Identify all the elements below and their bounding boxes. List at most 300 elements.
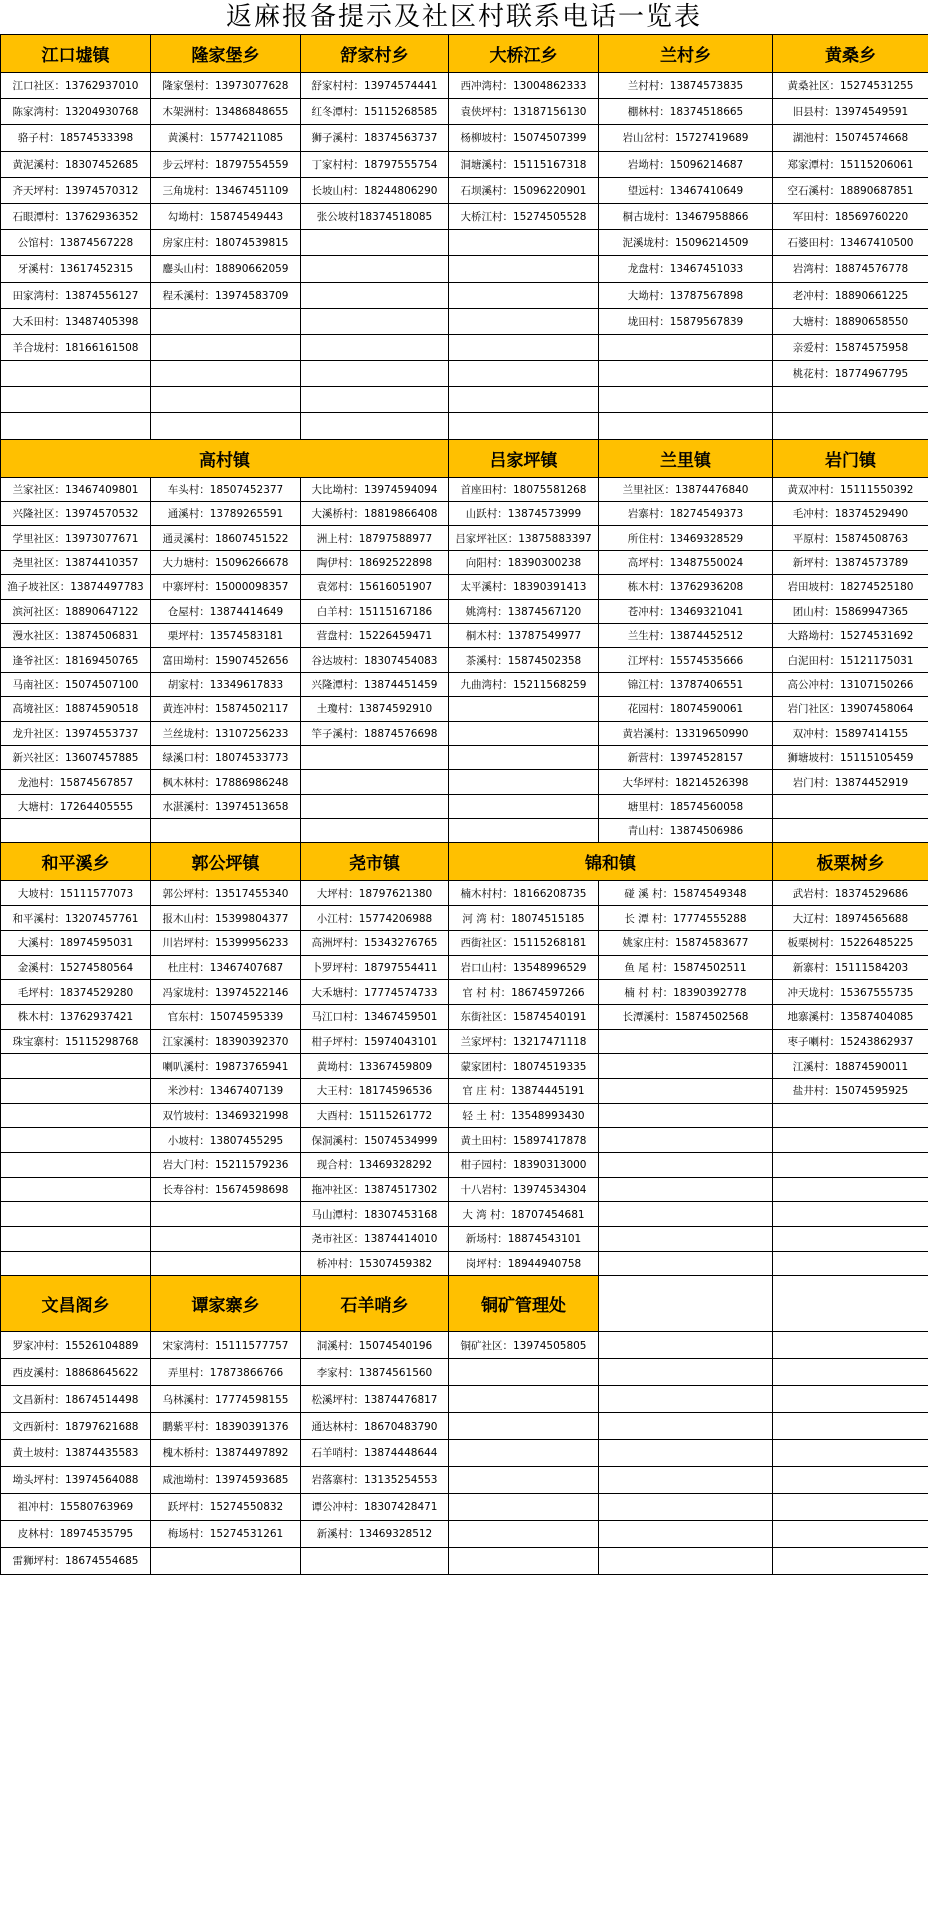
village-contact: 江溪村：18874590011 [773, 1054, 928, 1079]
empty-cell [773, 1547, 928, 1574]
village-contact: 保洞溪村：15074534999 [301, 1128, 449, 1153]
village-contact: 楠 村 村：18390392778 [599, 980, 773, 1005]
village-contact: 塘里村：18574560058 [599, 794, 773, 818]
village-contact: 望远村：13467410649 [599, 177, 773, 203]
township-header: 谭家寨乡 [151, 1276, 301, 1332]
village-contact: 龙盘村：13467451033 [599, 256, 773, 282]
empty-header-cell [773, 1276, 928, 1332]
empty-cell [449, 334, 599, 360]
empty-cell [449, 721, 599, 745]
village-contact: 鏖头山村：18890662059 [151, 256, 301, 282]
empty-cell [599, 413, 773, 439]
village-contact: 岩湾村：18874576778 [773, 256, 928, 282]
village-contact: 大塘村：18890658550 [773, 308, 928, 334]
village-contact: 首座田村：18075581268 [449, 477, 599, 501]
empty-cell [449, 697, 599, 721]
village-contact: 洲上村：18797588977 [301, 526, 449, 550]
village-contact: 山跃村：13874573999 [449, 502, 599, 526]
village-contact: 洞溪村：15074540196 [301, 1332, 449, 1359]
empty-cell [301, 794, 449, 818]
village-contact: 皮林村：18974535795 [1, 1520, 151, 1547]
empty-cell [599, 1029, 773, 1054]
village-contact: 卜罗坪村：18797554411 [301, 955, 449, 980]
village-contact: 中寨坪村：15000098357 [151, 575, 301, 599]
village-contact: 通溪村：13789265591 [151, 502, 301, 526]
table-row [1, 1359, 928, 1386]
village-contact: 胡家村：13349617833 [151, 672, 301, 696]
village-contact: 青山村：13874506986 [599, 819, 773, 843]
empty-cell [599, 1466, 773, 1493]
table-row [1, 1332, 928, 1359]
section-header-row [1, 35, 928, 73]
empty-cell [1, 1054, 151, 1079]
village-contact: 九曲湾村：15211568259 [449, 672, 599, 696]
village-contact: 学里社区：13973077671 [1, 526, 151, 550]
village-contact: 毛冲村：18374529490 [773, 502, 928, 526]
village-contact: 楠木村村：18166208735 [449, 881, 599, 906]
village-contact: 跃坪村：15274550832 [151, 1493, 301, 1520]
empty-cell [1, 1153, 151, 1178]
table-row [1, 1386, 928, 1413]
empty-cell [301, 308, 449, 334]
table-row [1, 99, 928, 125]
table-row [1, 623, 928, 647]
village-contact: 李家村：13874561560 [301, 1359, 449, 1386]
village-contact: 岩山岔村：15727419689 [599, 125, 773, 151]
village-contact: 大 湾 村：18707454681 [449, 1202, 599, 1227]
empty-cell [773, 1359, 928, 1386]
village-contact: 兰里社区：13874476840 [599, 477, 773, 501]
empty-cell [599, 1386, 773, 1413]
empty-cell [1, 361, 151, 387]
village-contact: 吕家坪社区：13875883397 [449, 526, 599, 550]
village-contact: 黄连冲村：15874502117 [151, 697, 301, 721]
village-contact: 土瓊村：13874592910 [301, 697, 449, 721]
village-contact: 松溪坪村：13874476817 [301, 1386, 449, 1413]
village-contact: 军田村：18569760220 [773, 203, 928, 229]
township-header: 文昌阁乡 [1, 1276, 151, 1332]
village-contact: 垅田村：15879567839 [599, 308, 773, 334]
village-contact: 郭公坪村：13517455340 [151, 881, 301, 906]
township-header: 隆家堡乡 [151, 35, 301, 73]
empty-cell [773, 1520, 928, 1547]
table-row [1, 1103, 928, 1128]
village-contact: 岩田坡村：18274525180 [773, 575, 928, 599]
empty-cell [599, 1440, 773, 1467]
village-contact: 大溪村：18974595031 [1, 930, 151, 955]
empty-cell [301, 1547, 449, 1574]
table-row [1, 1466, 928, 1493]
empty-cell [599, 1103, 773, 1128]
empty-cell [773, 413, 928, 439]
village-contact: 岩口山村：13548996529 [449, 955, 599, 980]
empty-cell [449, 308, 599, 334]
village-contact: 茶溪村：15874502358 [449, 648, 599, 672]
village-contact: 齐天坪村：13974570312 [1, 177, 151, 203]
village-contact: 滨河社区：18890647122 [1, 599, 151, 623]
village-contact: 兰丝垅村：13107256233 [151, 721, 301, 745]
table-row [1, 1202, 928, 1227]
village-contact: 平原村：15874508763 [773, 526, 928, 550]
village-contact: 骆子村：18574533398 [1, 125, 151, 151]
village-contact: 武岩村：18374529686 [773, 881, 928, 906]
empty-cell [449, 413, 599, 439]
village-contact: 黄土田村：15897417878 [449, 1128, 599, 1153]
township-header: 尧市镇 [301, 843, 449, 881]
village-contact: 岩大门村：15211579236 [151, 1153, 301, 1178]
empty-cell [449, 1359, 599, 1386]
village-contact: 柑子园村：18390313000 [449, 1153, 599, 1178]
empty-cell [301, 413, 449, 439]
empty-cell [599, 334, 773, 360]
village-contact: 大辽村：18974565688 [773, 906, 928, 931]
village-contact: 和平溪村：13207457761 [1, 906, 151, 931]
village-contact: 郑家潭村：15115206061 [773, 151, 928, 177]
village-contact: 高坪村：13487550024 [599, 550, 773, 574]
village-contact: 新兴社区：13607457885 [1, 745, 151, 769]
village-contact: 槐木桥村：13874497892 [151, 1440, 301, 1467]
table-row [1, 1227, 928, 1252]
section-header-row [1, 439, 928, 477]
empty-cell [449, 1440, 599, 1467]
village-contact: 新营村：13974528157 [599, 745, 773, 769]
table-row [1, 819, 928, 843]
village-contact: 冯家垅村：13974522146 [151, 980, 301, 1005]
empty-cell [449, 1466, 599, 1493]
township-header: 江口墟镇 [1, 35, 151, 73]
village-contact: 通达林村：18670483790 [301, 1413, 449, 1440]
village-contact: 兴隆潭村：13874451459 [301, 672, 449, 696]
empty-cell [449, 794, 599, 818]
empty-cell [449, 1493, 599, 1520]
village-contact: 舒家村村：13974574441 [301, 73, 449, 99]
village-contact: 大坪村：18797621380 [301, 881, 449, 906]
village-contact: 步云坪村：18797554559 [151, 151, 301, 177]
village-contact: 西街社区：15115268181 [449, 930, 599, 955]
village-contact: 祖冲村：15580763969 [1, 1493, 151, 1520]
empty-cell [773, 1153, 928, 1178]
village-contact: 老冲村：18890661225 [773, 282, 928, 308]
empty-cell [301, 361, 449, 387]
village-contact: 大坳村：13787567898 [599, 282, 773, 308]
village-contact: 东街社区：15874540191 [449, 1004, 599, 1029]
village-contact: 牙溪村：13617452315 [1, 256, 151, 282]
village-contact: 大王村：18174596536 [301, 1078, 449, 1103]
village-contact: 房家庄村：18074539815 [151, 230, 301, 256]
village-contact: 仓屋村：13874414649 [151, 599, 301, 623]
village-contact: 红冬潭村：15115268585 [301, 99, 449, 125]
village-contact: 文昌新村：18674514498 [1, 1386, 151, 1413]
township-header: 兰村乡 [599, 35, 773, 73]
village-contact: 羊合垅村：18166161508 [1, 334, 151, 360]
village-contact: 逢爷社区：18169450765 [1, 648, 151, 672]
village-contact: 空石溪村：18890687851 [773, 177, 928, 203]
village-contact: 水湛溪村：13974513658 [151, 794, 301, 818]
village-contact: 苍冲村：13469321041 [599, 599, 773, 623]
village-contact: 大坡村：15111577073 [1, 881, 151, 906]
village-contact: 黄桑社区：15274531255 [773, 73, 928, 99]
empty-cell [449, 819, 599, 843]
village-contact: 白泥田村：15121175031 [773, 648, 928, 672]
village-contact: 兴隆社区：13974570532 [1, 502, 151, 526]
empty-cell [449, 282, 599, 308]
empty-cell [773, 1177, 928, 1202]
village-contact: 米沙村：13467407139 [151, 1078, 301, 1103]
village-contact: 兰村村：13874573835 [599, 73, 773, 99]
empty-cell [773, 387, 928, 413]
village-contact: 梅场村：15274531261 [151, 1520, 301, 1547]
village-contact: 通灵溪村：18607451522 [151, 526, 301, 550]
village-contact: 金溪村：15274580564 [1, 955, 151, 980]
village-contact: 杨柳坡村：15074507399 [449, 125, 599, 151]
empty-cell [151, 361, 301, 387]
table-row [1, 334, 928, 360]
village-contact: 轻 土 村：13548993430 [449, 1103, 599, 1128]
empty-cell [301, 230, 449, 256]
village-contact: 鹏紫平村：18390391376 [151, 1413, 301, 1440]
table-row [1, 282, 928, 308]
village-contact: 罗家冲村：15526104889 [1, 1332, 151, 1359]
table-row [1, 1029, 928, 1054]
village-contact: 陶伊村：18692522898 [301, 550, 449, 574]
village-contact: 富田坳村：15907452656 [151, 648, 301, 672]
table-row [1, 1054, 928, 1079]
empty-cell [449, 230, 599, 256]
township-header: 石羊哨乡 [301, 1276, 449, 1332]
empty-cell [1, 1128, 151, 1153]
village-contact: 石羊哨村：13874448644 [301, 1440, 449, 1467]
village-contact: 盐井村：15074595925 [773, 1078, 928, 1103]
table-row [1, 151, 928, 177]
table-row [1, 203, 928, 229]
empty-cell [151, 1547, 301, 1574]
section-header-row [1, 1276, 928, 1332]
empty-cell [773, 1386, 928, 1413]
village-contact: 江家溪村：18390392370 [151, 1029, 301, 1054]
table-row [1, 177, 928, 203]
village-contact: 珠宝寨村：15115298768 [1, 1029, 151, 1054]
village-contact: 株木村：13762937421 [1, 1004, 151, 1029]
village-contact: 竿子溪村：18874576698 [301, 721, 449, 745]
village-contact: 所住村：13469328529 [599, 526, 773, 550]
village-contact: 石坝溪村：15096220901 [449, 177, 599, 203]
village-contact: 袁侠坪村：13187156130 [449, 99, 599, 125]
empty-cell [301, 387, 449, 413]
table-row [1, 1413, 928, 1440]
table-row [1, 125, 928, 151]
village-contact: 铜矿社区：13974505805 [449, 1332, 599, 1359]
village-contact: 尧里社区：13874410357 [1, 550, 151, 574]
village-contact: 亲爱村：15874575958 [773, 334, 928, 360]
village-contact: 雷狮坪村：18674554685 [1, 1547, 151, 1574]
empty-cell [449, 387, 599, 413]
village-contact: 勾坳村：15874549443 [151, 203, 301, 229]
table-row [1, 599, 928, 623]
empty-cell [773, 794, 928, 818]
township-header: 大桥江乡 [449, 35, 599, 73]
village-contact: 岩落寨村：13135254553 [301, 1466, 449, 1493]
empty-cell [1, 1177, 151, 1202]
village-contact: 黄双冲村：15111550392 [773, 477, 928, 501]
table-row [1, 1547, 928, 1574]
village-contact: 兰家社区：13467409801 [1, 477, 151, 501]
village-contact: 小坡村：13807455295 [151, 1128, 301, 1153]
village-contact: 张公坡村18374518085 [301, 203, 449, 229]
village-contact: 地寨溪村：13587404085 [773, 1004, 928, 1029]
village-contact: 高公冲村：13107150266 [773, 672, 928, 696]
village-contact: 新寨村：15111584203 [773, 955, 928, 980]
village-contact: 龙池村：15874567857 [1, 770, 151, 794]
village-contact: 枫木林村：17886986248 [151, 770, 301, 794]
village-contact: 大塘村：17264405555 [1, 794, 151, 818]
village-contact: 冲天垅村：15367555735 [773, 980, 928, 1005]
table-row [1, 906, 928, 931]
village-contact: 营盘村：15226459471 [301, 623, 449, 647]
table-row [1, 1153, 928, 1178]
empty-cell [599, 1078, 773, 1103]
village-contact: 枣子喇村：15243862937 [773, 1029, 928, 1054]
village-contact: 湖池村：15074574668 [773, 125, 928, 151]
table-row [1, 387, 928, 413]
village-contact: 桐古垅村：13467958866 [599, 203, 773, 229]
village-contact: 现合村：13469328292 [301, 1153, 449, 1178]
village-contact: 姚家庄村：15874583677 [599, 930, 773, 955]
village-contact: 弄里村：17873866766 [151, 1359, 301, 1386]
township-header: 高村镇 [1, 439, 449, 477]
empty-cell [1, 1103, 151, 1128]
empty-cell [301, 282, 449, 308]
table-row [1, 1251, 928, 1276]
village-contact: 洞塘溪村：15115167318 [449, 151, 599, 177]
village-contact: 狮子溪村：18374563737 [301, 125, 449, 151]
empty-cell [773, 1466, 928, 1493]
village-contact: 马南社区：15074507100 [1, 672, 151, 696]
empty-cell [301, 745, 449, 769]
table-row [1, 230, 928, 256]
empty-cell [301, 256, 449, 282]
village-contact: 田家湾村：13874556127 [1, 282, 151, 308]
table-row [1, 413, 928, 439]
table-row [1, 770, 928, 794]
empty-cell [773, 1413, 928, 1440]
village-contact: 马山潭村：18307453168 [301, 1202, 449, 1227]
village-contact: 车头村：18507452377 [151, 477, 301, 501]
township-header: 铜矿管理处 [449, 1276, 599, 1332]
table-row [1, 672, 928, 696]
village-contact: 陈家湾村：13204930768 [1, 99, 151, 125]
village-contact: 岩门村：13874452919 [773, 770, 928, 794]
empty-cell [599, 1332, 773, 1359]
empty-cell [151, 413, 301, 439]
table-row [1, 930, 928, 955]
table-row [1, 1004, 928, 1029]
village-contact: 长 潭 村：17774555288 [599, 906, 773, 931]
village-contact: 文西新村：18797621688 [1, 1413, 151, 1440]
village-contact: 石婆田村：13467410500 [773, 230, 928, 256]
empty-cell [599, 1202, 773, 1227]
empty-cell [151, 334, 301, 360]
empty-cell [449, 1413, 599, 1440]
village-contact: 蒙家团村：18074519335 [449, 1054, 599, 1079]
village-contact: 官东村：15074595339 [151, 1004, 301, 1029]
village-contact: 坳头坪村：13974564088 [1, 1466, 151, 1493]
township-header: 和平溪乡 [1, 843, 151, 881]
township-header: 舒家村乡 [301, 35, 449, 73]
page-title: 返麻报备提示及社区村联系电话一览表 [225, 2, 702, 32]
empty-cell [599, 1054, 773, 1079]
empty-cell [449, 770, 599, 794]
empty-cell [151, 1251, 301, 1276]
table-row [1, 1440, 928, 1467]
village-contact: 兰生村：13874452512 [599, 623, 773, 647]
village-contact: 栋木村：13762936208 [599, 575, 773, 599]
table-row [1, 308, 928, 334]
village-contact: 大禾塘村：17774574733 [301, 980, 449, 1005]
empty-cell [1, 387, 151, 413]
empty-cell [449, 1386, 599, 1413]
village-contact: 渔子坡社区：13874497783 [1, 575, 151, 599]
village-contact: 新溪村：13469328512 [301, 1520, 449, 1547]
table-row [1, 745, 928, 769]
empty-cell [449, 1520, 599, 1547]
section-header-row [1, 843, 928, 881]
village-contact: 兰家坪村：13217471118 [449, 1029, 599, 1054]
village-contact: 黄溪村：15774211085 [151, 125, 301, 151]
village-contact: 长坡山村：18244806290 [301, 177, 449, 203]
empty-cell [773, 1251, 928, 1276]
empty-cell [301, 334, 449, 360]
empty-cell [599, 1413, 773, 1440]
village-contact: 乌林溪村：17774598155 [151, 1386, 301, 1413]
village-contact: 白羊村：15115167186 [301, 599, 449, 623]
village-contact: 大溪桥村：18819866408 [301, 502, 449, 526]
village-contact: 大禾田村：13487405398 [1, 308, 151, 334]
village-contact: 大华坪村：18214526398 [599, 770, 773, 794]
village-contact: 黄泥溪村：18307452685 [1, 151, 151, 177]
empty-cell [773, 1440, 928, 1467]
empty-cell [599, 361, 773, 387]
table-row [1, 1520, 928, 1547]
village-contact: 桃花村：18774967795 [773, 361, 928, 387]
village-contact: 杜庄村：13467407687 [151, 955, 301, 980]
village-contact: 黄土坡村：13874435583 [1, 1440, 151, 1467]
village-contact: 官 庄 村：13874445191 [449, 1078, 599, 1103]
village-contact: 桐木村：13787549977 [449, 623, 599, 647]
village-contact: 咸池坳村：13974593685 [151, 1466, 301, 1493]
empty-cell [599, 1227, 773, 1252]
empty-cell [449, 745, 599, 769]
empty-cell [599, 1153, 773, 1178]
village-contact: 黄岩溪村：13319650990 [599, 721, 773, 745]
empty-cell [301, 819, 449, 843]
table-row [1, 648, 928, 672]
contact-table [0, 34, 928, 1575]
table-row [1, 73, 928, 99]
empty-cell [599, 387, 773, 413]
empty-cell [773, 1227, 928, 1252]
empty-cell [599, 1251, 773, 1276]
village-contact: 十八岩村：13974534304 [449, 1177, 599, 1202]
village-contact: 丁家村村：18797555754 [301, 151, 449, 177]
village-contact: 长潭溪村：15874502568 [599, 1004, 773, 1029]
table-row [1, 1078, 928, 1103]
empty-cell [301, 770, 449, 794]
village-contact: 公馆村：13874567228 [1, 230, 151, 256]
table-row [1, 697, 928, 721]
empty-cell [151, 1202, 301, 1227]
village-contact: 桥冲村：15307459382 [301, 1251, 449, 1276]
table-row [1, 1493, 928, 1520]
